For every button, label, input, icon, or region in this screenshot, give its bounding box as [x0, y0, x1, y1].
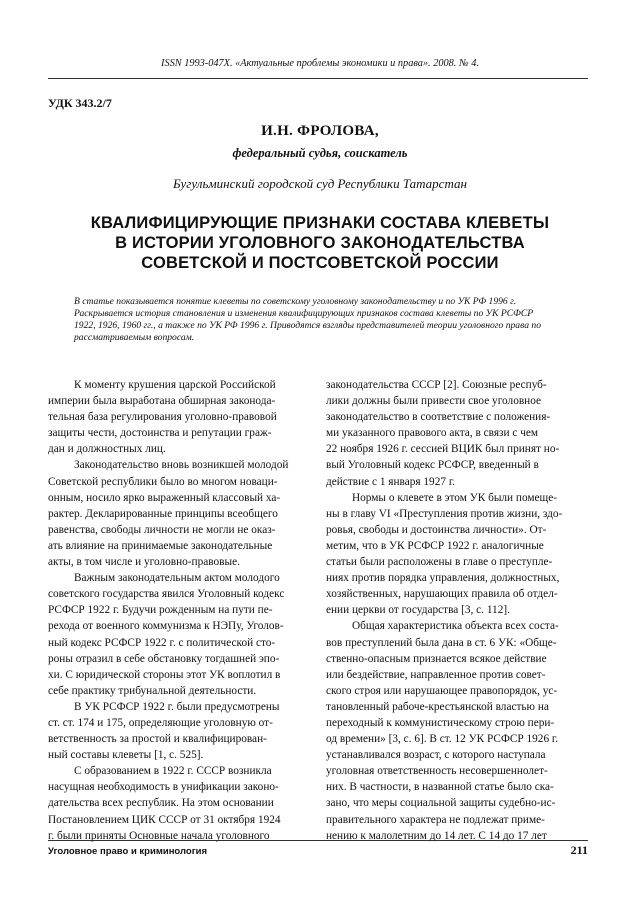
body-text-line: ровья, свободы и достоинства личности». От- [326, 523, 547, 536]
body-text-line: уголовная ответственность несовершеннолет- [326, 765, 548, 778]
body-text-line: акты, в том числе и уголовно-правовые. [48, 556, 240, 569]
body-text-line: Законодательство вновь возникшей молодой [74, 459, 289, 472]
body-text-line: метим, что в УК РСФСР 1922 г. аналогичные [326, 539, 544, 552]
body-text-line: Важным законодательным актом молодого [74, 572, 280, 585]
body-text-line: зано, что меры социальной защиты судебно-ис- [326, 797, 556, 810]
author-affiliation: Бугульминский городской суд Республики Татарстан [173, 176, 467, 191]
body-text-line: статьи были расположены в главе о преступле- [326, 556, 553, 569]
footer-rule [48, 840, 588, 841]
body-text-line: насущная необходимость в унификации законо- [48, 781, 279, 794]
body-column-right [326, 377, 588, 844]
journal-header: ISSN 1993-047X. «Актуальные проблемы экономики и права». 2008. № 4. [161, 58, 479, 69]
body-text-line: дательства всех республик. На этом основании [48, 797, 274, 810]
abstract [74, 296, 574, 344]
abstract-line: В статье показывается понятие клеветы по советскому уголовному законодательству и по УК РФ 1996 г. [74, 296, 517, 307]
body-text-line: законодательства СССР [2]. Союзные респуб- [326, 379, 547, 391]
body-text-line: С образованием в 1922 г. СССР возникла [74, 765, 272, 778]
body-text-line: или бездействие, направленное против совет- [326, 668, 546, 681]
article-title [0, 213, 640, 273]
udk-code: УДК 343.2/7 [48, 96, 112, 110]
body-text-line: ственно-опасным признается всякое действие [326, 652, 547, 665]
body-text-line: вый Уголовный кодекс РСФСР, введенный в [326, 459, 539, 472]
body-text-line: дан и должностных лиц. [48, 443, 166, 456]
body-text-line: нению к малолетним до 14 лет. С 14 до 17 лет [326, 829, 547, 842]
body-text-line: В УК РСФСР 1922 г. были предусмотрены [74, 700, 280, 713]
body-column-left [48, 377, 310, 844]
body-text-line: Советской республики было во многом новаци- [48, 475, 278, 488]
body-text-line: равенства, свободы личности не могли не оказ- [48, 523, 276, 536]
title-line: КВАЛИФИЦИРУЮЩИЕ ПРИЗНАКИ СОСТАВА КЛЕВЕТЫ [90, 214, 550, 232]
title-line: В ИСТОРИИ УГОЛОВНОГО ЗАКОНОДАТЕЛЬСТВА [115, 234, 525, 252]
body-text-line: устанавливался возраст, с которого наступала [326, 749, 546, 762]
body-text-line: рактер. Декларированные принципы всеобщего [48, 507, 278, 520]
body-text-line: г. были приняты Основные начала уголовного [48, 829, 270, 842]
body-text-line: империи была выработана обширная законода- [48, 395, 276, 408]
body-text-line: К моменту крушения царской Российской [74, 379, 276, 391]
body-text-line: ать влияние на принимаемые законодательные [48, 539, 273, 552]
body-text-line: ный кодекс РСФСР 1922 г. с политической сто- [48, 636, 276, 649]
body-text-line: тановленный рабоче-крестьянской властью на [326, 700, 549, 713]
body-text-line: РСФСР 1922 г. Будучи рожденным на пути пе- [48, 604, 273, 617]
body-text-line: онным, носило ярко выраженный классовый ха- [48, 491, 281, 504]
body-text-line: ветственность за простой и квалифицирован- [48, 733, 267, 746]
abstract-line: 1922, 1926, 1960 гг., а также по УК РФ 1996 г. Приводятся взгляды представителей теории уголовного права по [74, 320, 541, 331]
body-text-line: защиты чести, достоинства и репутации граж- [48, 427, 272, 440]
body-text-line: ны в главу VI «Преступления против жизни, здо- [326, 507, 563, 520]
body-text-line: Общая характеристика объекта всех соста- [352, 620, 559, 633]
body-text-line: законодательство в соответствие с положения- [326, 411, 551, 424]
body-text-line: ный составы клеветы [1, с. 525]. [48, 749, 204, 762]
title-line: СОВЕТСКОЙ И ПОСТСОВЕТСКОЙ РОССИИ [141, 254, 499, 272]
body-text-line: себе практику трибунальной деятельности. [48, 684, 257, 697]
author-name: И.Н. ФРОЛОВА, [261, 123, 379, 139]
header-rule [48, 78, 588, 79]
body-text-line: рехода от военного коммунизма к НЭПу, Уголов- [48, 620, 284, 633]
body-text-line: советского государства явился Уголовный кодекс [48, 588, 285, 601]
body-text-line: правительного характера не подлежат приме- [326, 813, 545, 826]
body-text-line: ении церкви от государства [3, с. 112]. [326, 604, 510, 617]
body-text-line: тельная база регулирования уголовно-правовой [48, 411, 277, 424]
body-text-line: хозяйственных, нарушающих правила об отдел- [326, 588, 558, 601]
body-text-line: действие с 1 января 1927 г. [326, 475, 455, 488]
author-position: федеральный судья, соискатель [232, 146, 408, 160]
body-text-line: вов преступлений была дана в ст. 6 УК: «Обще- [326, 636, 557, 649]
abstract-line: Раскрывается история становления и изменения квалифицирующих признаков состава клеветы по УК РСФСР [74, 308, 534, 319]
body-text-line: них. В частности, в названной статье было ска- [326, 781, 554, 794]
body-text-line: 22 ноября 1926 г. сессией ВЦИК был принят но- [326, 443, 560, 456]
body-text-line: ского строя или нарушающее правопорядок, ус- [326, 684, 558, 697]
page-number: 211 [570, 843, 588, 857]
footer-journal-section: Уголовное право и криминология [48, 846, 208, 857]
body-text-line: Постановлением ЦИК СССР от 31 октября 1924 [48, 813, 281, 826]
body-text-line: роны отразил в себе обстановку тогдашней эпо- [48, 652, 280, 665]
body-text-line: од времени» [3, с. 6]. В ст. 12 УК РСФСР 1926 г. [326, 733, 559, 746]
body-text-line: переходный к коммунистическому строю пери- [326, 716, 555, 729]
body-text-line: ми указанного правового акта, в связи с чем [326, 427, 539, 440]
abstract-line: рассматриваемым вопросам. [74, 332, 195, 343]
body-text-line: хи. С юридической стороны этот УК воплотил в [48, 668, 281, 681]
body-text-line: лики должны были привести свое уголовное [326, 395, 542, 408]
body-text-line: ст. ст. 174 и 175, определяющие уголовную от- [48, 716, 273, 729]
body-text-line: ниях против порядка управления, должностных, [326, 572, 560, 585]
body-text-line: Нормы о клевете в этом УК были помеще- [352, 491, 558, 504]
